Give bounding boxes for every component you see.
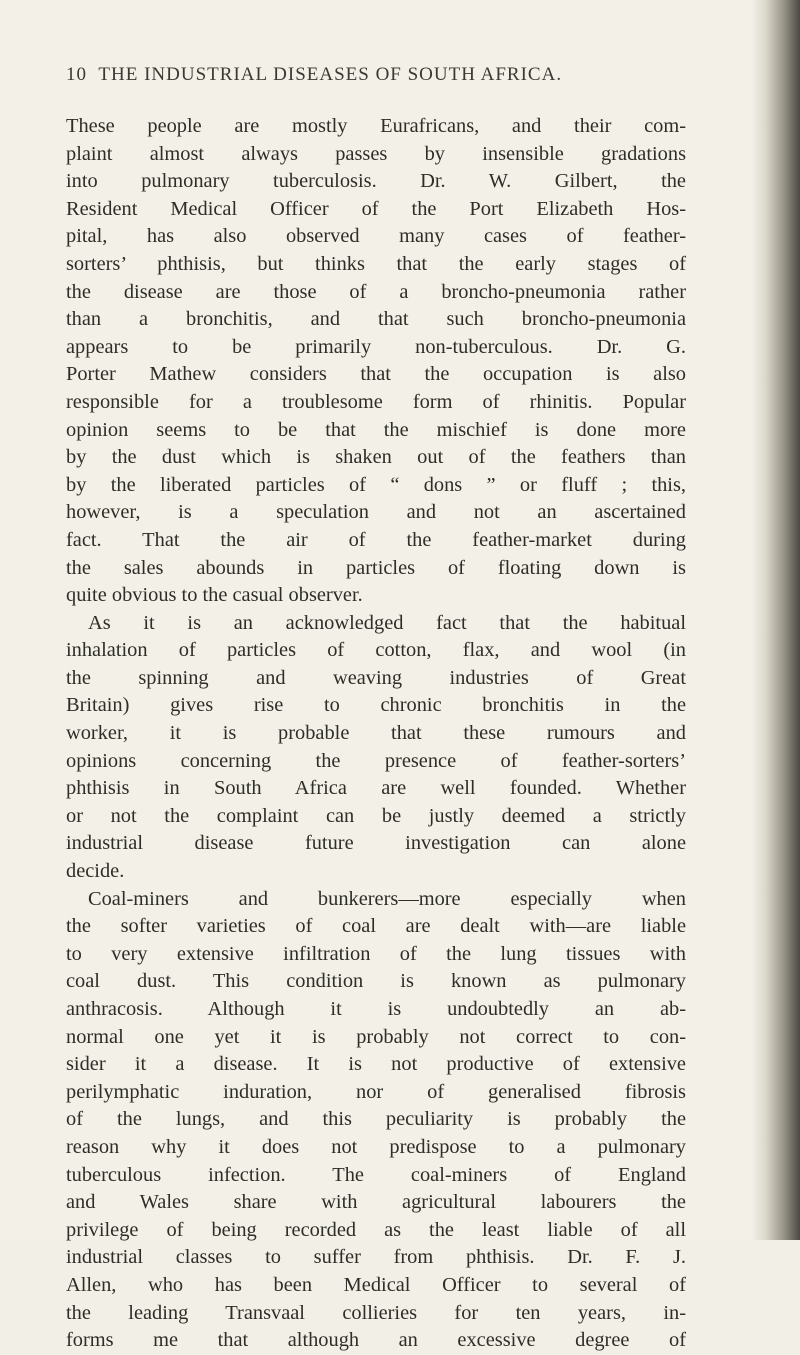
- text-line: normal one yet it is probably not correct to con-: [66, 1025, 686, 1048]
- text-line: the leading Transvaal collieries for ten years, in-: [66, 1301, 686, 1324]
- running-header: [66, 64, 562, 86]
- text-line: phthisis in South Africa are well founded. Whether: [66, 777, 686, 800]
- text-line: As it is an acknowledged fact that the habitual: [88, 611, 686, 634]
- text-line: forms me that although an excessive degree of: [66, 1329, 686, 1352]
- text-line: and Wales share with agricultural labourers the: [66, 1191, 686, 1214]
- text-line: Allen, who has been Medical Officer to several of: [66, 1273, 686, 1296]
- text-line: of the lungs, and this peculiarity is probably the: [66, 1108, 686, 1131]
- page-edge-shadow: [752, 0, 800, 1240]
- text-line: privilege of being recorded as the least liable of all: [66, 1218, 686, 1241]
- text-line: inhalation of particles of cotton, flax, and wool (in: [66, 639, 686, 662]
- text-line: anthracosis. Although it is undoubtedly an ab-: [66, 998, 686, 1020]
- paragraph: [66, 113, 686, 610]
- text-line: sider it a disease. It is not productive of extensive: [66, 1053, 686, 1076]
- text-line: sorters’ phthisis, but thinks that the early stages of: [66, 252, 686, 275]
- text-line: by the liberated particles of “ dons ” or fluff ; this,: [66, 473, 686, 496]
- text-line: the softer varieties of coal are dealt with—are liable: [66, 915, 686, 938]
- text-line: quite obvious to the casual observer.: [66, 584, 363, 607]
- text-line: however, is a speculation and not an ascertained: [66, 501, 686, 524]
- text-line: or not the complaint can be justly deemed a strictly: [66, 804, 686, 827]
- text-line: the spinning and weaving industries of Great: [66, 666, 686, 689]
- text-line: opinion seems to be that the mischief is done more: [66, 418, 686, 441]
- text-line: tuberculous infection. The coal-miners of England: [66, 1163, 686, 1186]
- text-line: plaint almost always passes by insensible gradations: [66, 142, 686, 165]
- text-line: opinions concerning the presence of feather-sorters’: [66, 749, 686, 772]
- text-line: decide.: [66, 860, 125, 883]
- text-line: than a bronchitis, and that such broncho-pneumonia: [66, 308, 686, 331]
- text-line: by the dust which is shaken out of the feathers than: [66, 446, 686, 469]
- text-line: These people are mostly Eurafricans, and their com-: [66, 115, 686, 137]
- running-title: THE INDUSTRIAL DISEASES OF SOUTH AFRICA.: [98, 64, 563, 85]
- text-line: industrial disease future investigation can alone: [66, 832, 686, 855]
- text-line: Porter Mathew considers that the occupation is also: [66, 363, 686, 386]
- paragraph: [66, 610, 686, 886]
- text-line: responsible for a troublesome form of rhinitis. Popular: [66, 390, 686, 413]
- text-line: pital, has also observed many cases of feather-: [66, 225, 686, 248]
- text-line: into pulmonary tuberculosis. Dr. W. Gilbert, the: [66, 170, 686, 193]
- text-line: appears to be primarily non-tuberculous. Dr. G.: [66, 335, 686, 358]
- body-text: [66, 113, 686, 1355]
- text-line: coal dust. This condition is known as pulmonary: [66, 970, 686, 993]
- text-line: worker, it is probable that these rumours and: [66, 722, 686, 745]
- text-line: perilymphatic induration, nor of generalised fibrosis: [66, 1080, 686, 1103]
- text-line: Britain) gives rise to chronic bronchitis in the: [66, 694, 686, 717]
- text-line: the sales abounds in particles of floating down is: [66, 556, 686, 579]
- paragraph: [66, 886, 686, 1355]
- text-line: to very extensive infiltration of the lung tissues with: [66, 942, 686, 965]
- text-line: the disease are those of a broncho-pneumonia rather: [66, 280, 686, 303]
- text-line: industrial classes to suffer from phthisis. Dr. F. J.: [66, 1246, 686, 1269]
- text-line: Resident Medical Officer of the Port Elizabeth Hos-: [66, 197, 686, 220]
- text-line: Coal-miners and bunkerers—more especially when: [88, 887, 686, 910]
- page-number: 10: [66, 64, 87, 85]
- text-line: reason why it does not predispose to a pulmonary: [66, 1135, 686, 1158]
- text-line: fact. That the air of the feather-market during: [66, 528, 686, 551]
